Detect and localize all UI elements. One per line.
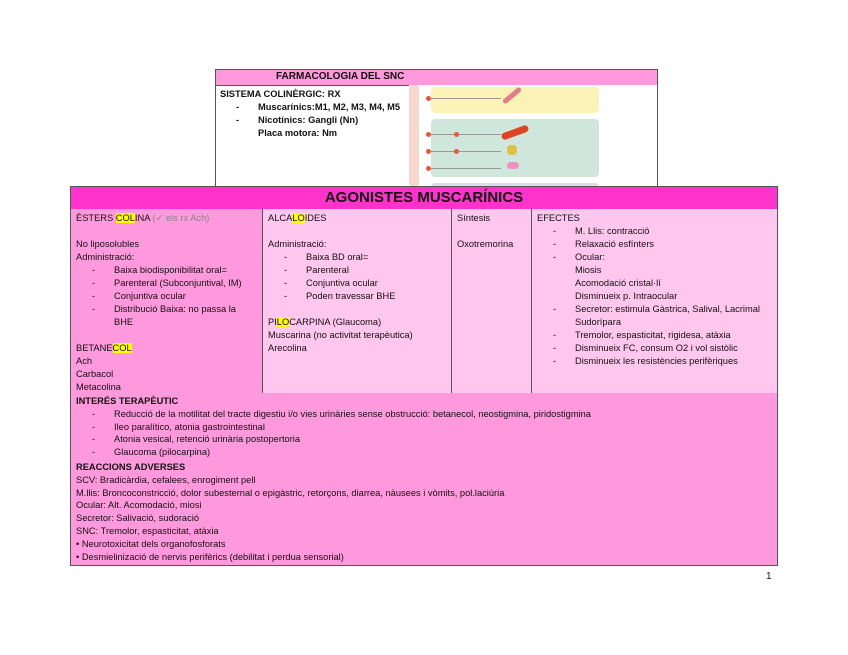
alkaloids-cell [263,209,452,393]
drug-item: Carbacol [76,369,114,379]
effect-item: - Ocular: [537,251,772,264]
text-line: Secretor: Salivació, sudoració [76,513,199,524]
effects-list [537,225,772,368]
text-line: No liposolubles [76,239,140,249]
list-item: - Poden travessar BHE [268,290,446,303]
effect-item: Acomodació cristal·lí [575,278,661,288]
effect-item: - Tremolor, espasticitat, rigidesa, atàxia [537,329,772,342]
effect-item: - Secretor: estimula Gàstrica, Salival, Lacrimal [537,303,772,316]
text-line: M.llis: Broncoconstricció, dolor subesternal o epigàstric, retorçons, diarrea, nàusees i vòmits, pol.laciúria [76,487,505,498]
cns-bar [409,85,419,187]
effects-cell [532,209,777,393]
effect-item: Miosis [575,265,602,275]
list-item: - Distribució Baixa: no passa la BHE [76,303,257,329]
text-line: SNC: Tremolor, espasticitat, atàxia [76,525,219,536]
effect-item: - Disminueix FC, consum O2 i vol sistòlic [537,342,772,355]
list-item: - Atonia vesical, retenció urinària postopertoria [76,433,772,446]
system-label: SISTEMA COLINÈRGIC: RX [220,89,341,99]
effect-item: Sudorípara [575,317,621,327]
drug-item: Arecolina [268,343,307,353]
list-item: - Baixa biodisponibilitat oral= [76,264,257,277]
effect-item: - Disminueix les resistències perifèriques [537,355,772,368]
receptor-item: - Nicotínics: Gangli (Nn) [220,114,412,127]
receptor-continuation: Placa motora: Nm [258,128,338,138]
list-item: - Glaucoma (pilocarpina) [76,446,772,459]
agonists-table [70,186,778,566]
header-title: FARMACOLOGIA DEL SNC [216,70,657,86]
synthetic-heading: Síntesis [457,213,491,223]
list-item: - Baixa BD oral= [268,251,446,264]
list-item: - Conjuntiva ocular [76,290,257,303]
list-item: - Reducció de la motilitat del tracte digestiu i/o vies urinàries sense obstrucció: betanecol, neostigmina, piridostigmina [76,408,772,421]
drug-item: Ach [76,356,93,366]
effect-item: Disminueix p. Intraocular [575,291,678,301]
text-line: Ocular: Alt. Acomodació, miosi [76,500,202,511]
choline-esters-cell [71,209,263,393]
page-number: 1 [766,571,772,582]
adverse-heading: REACCIONS ADVERSES [76,462,186,472]
text-line: • Neurotoxicitat dels organofosforats [76,538,226,549]
drug-classes-row [71,209,777,394]
text-line: SCV: Bradicàrdia, cefalees, enrogiment pell [76,474,256,485]
list-item: - Conjuntiva ocular [268,277,446,290]
choline-esters-heading: ÈSTERS COLINA (✓ els rx Ach) [76,213,210,223]
list-item: - Parenteral [268,264,446,277]
drug-betanecol: BETANECOL [76,343,132,353]
therapeutic-interest-row [71,393,777,464]
effect-item: - Relaxació esfínters [537,238,772,251]
header-table [215,69,658,187]
drug-item: Muscarina (no activitat terapèutica) [268,330,413,340]
adverse-reactions-row [71,459,777,565]
drug-pilocarpina: PILOCARPINA (Glaucoma) [268,317,382,327]
receptor-item: - Muscarínics:M1, M2, M3, M4, M5 [220,101,412,114]
list-item: - Parenteral (Subconjuntival, IM) [76,277,257,290]
text-line: Administració: [76,252,135,262]
text-line: • Desmielinizació de nervis perifèrics (debilitat i perdua sensorial) [76,551,344,562]
cholinergic-system-cell [216,85,417,186]
list-item: - Ileo paralítico, atonia gastrointestinal [76,421,772,434]
nervous-system-diagram [409,85,657,186]
drug-item: Oxotremorina [457,239,514,249]
therapeutic-heading: INTERÉS TERAPÈUTIC [76,396,179,406]
table-title: AGONISTES MUSCARÍNICS [71,187,777,210]
alkaloids-heading: ALCALOIDES [268,213,327,223]
effect-item: - M. Llis: contracció [537,225,772,238]
effects-heading: EFECTES [537,213,580,223]
drug-item: Metacolina [76,382,121,392]
synthetic-cell [452,209,532,393]
text-line: Administració: [268,239,327,249]
